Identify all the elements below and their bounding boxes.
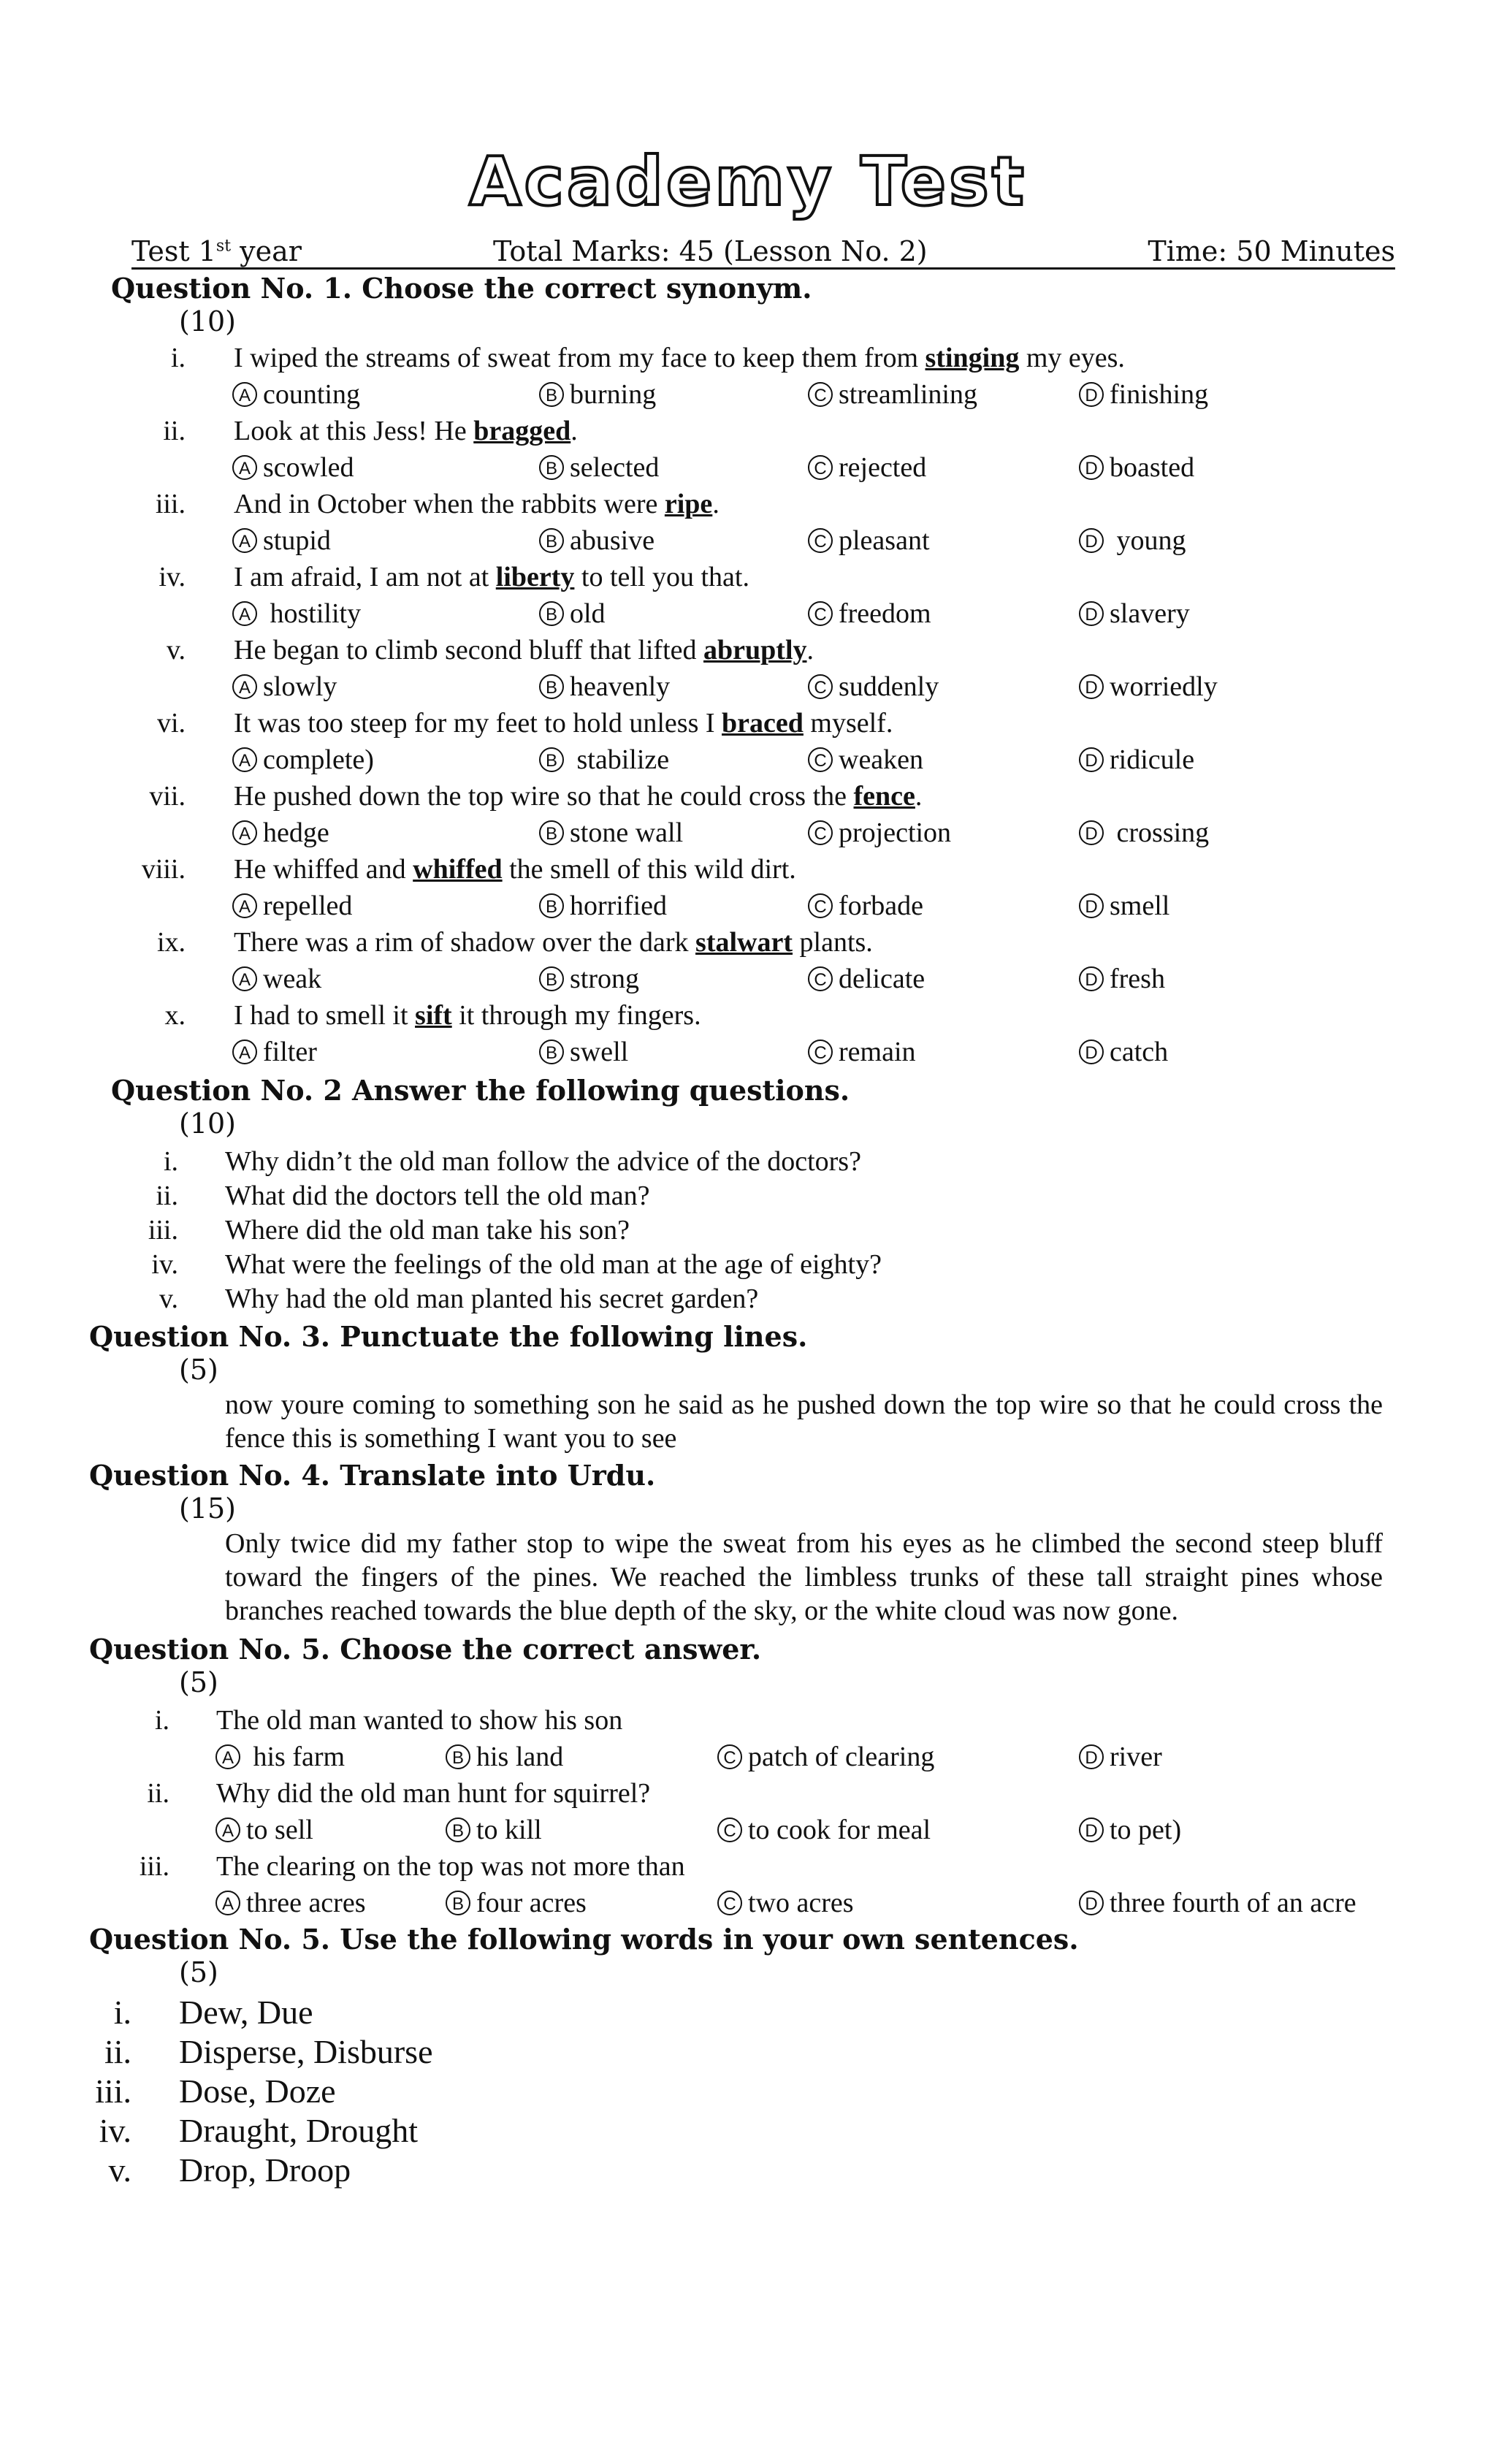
- option-letter-icon: A: [232, 1040, 257, 1064]
- answer-option: [1079, 451, 1194, 484]
- sentence-after: plants.: [793, 927, 873, 958]
- option-letter-icon: C: [808, 747, 833, 772]
- word-pair: Disperse, Disburse: [179, 2033, 433, 2070]
- option-letter-icon: B: [446, 1891, 470, 1915]
- question-text: What were the feelings of the old man at the age of eighty?: [225, 1249, 882, 1280]
- answer-option: [1079, 1887, 1356, 1919]
- answer-option: [232, 598, 361, 630]
- option-letter-icon: A: [232, 601, 257, 626]
- answer-option: [215, 1887, 366, 1919]
- option-letter-icon: A: [232, 820, 257, 845]
- answer-option: [717, 1887, 854, 1919]
- option-letter-icon: D: [1079, 966, 1104, 991]
- item-number: vi.: [156, 708, 186, 739]
- option-text: selected: [570, 452, 660, 483]
- sentence-after: my eyes.: [1019, 343, 1125, 373]
- option-letter-icon: B: [539, 382, 564, 407]
- option-text: counting: [263, 379, 360, 410]
- answer-option: [215, 1741, 345, 1773]
- option-text: three fourth of an acre: [1110, 1888, 1356, 1918]
- answer-option: [232, 525, 331, 557]
- question-text: The clearing on the top was not more than: [216, 1851, 685, 1882]
- answer-option: [1079, 1036, 1168, 1068]
- option-text: young: [1110, 525, 1186, 556]
- option-text: two acres: [748, 1888, 854, 1918]
- sentence-after: .: [915, 781, 923, 812]
- answer-option: [539, 963, 639, 995]
- option-text: strong: [570, 964, 639, 994]
- option-letter-icon: C: [808, 382, 833, 407]
- sentence-after: the smell of this wild dirt.: [502, 854, 796, 885]
- option-letter-icon: C: [808, 1040, 833, 1064]
- q5b-heading: Question No. 5. Use the following words in your own sentences.: [89, 1923, 1079, 1956]
- option-letter-icon: C: [808, 966, 833, 991]
- option-text: crossing: [1110, 817, 1210, 848]
- option-text: boasted: [1110, 452, 1195, 483]
- question-text: What did the doctors tell the old man?: [225, 1180, 650, 1211]
- answer-option: [808, 525, 930, 557]
- option-text: stone wall: [570, 817, 684, 848]
- sentence-after: it through my fingers.: [451, 1000, 701, 1031]
- option-text: slavery: [1110, 598, 1190, 629]
- item-number: i.: [154, 1705, 169, 1736]
- option-text: stabilize: [570, 744, 670, 775]
- option-text: hedge: [263, 817, 329, 848]
- option-letter-icon: B: [539, 893, 564, 918]
- header-class: Test 1st year: [131, 235, 302, 267]
- item-number: v.: [159, 1284, 178, 1314]
- option-text: three acres: [246, 1888, 366, 1918]
- answer-option: [808, 744, 923, 776]
- item-number: v.: [166, 635, 186, 665]
- option-letter-icon: A: [232, 382, 257, 407]
- answer-option: [446, 1741, 563, 1773]
- answer-option: [1079, 378, 1208, 411]
- q2-marks: (10): [179, 1107, 237, 1140]
- question-sentence: [234, 488, 720, 520]
- option-letter-icon: C: [808, 528, 833, 553]
- sentence-after: .: [570, 416, 578, 446]
- answer-option: [232, 451, 354, 484]
- q2-heading: Question No. 2 Answer the following questions.: [111, 1074, 850, 1107]
- option-text: streamlining: [839, 379, 977, 410]
- answer-option: [717, 1814, 931, 1846]
- option-letter-icon: B: [539, 747, 564, 772]
- q4-heading: Question No. 4. Translate into Urdu.: [89, 1459, 656, 1492]
- option-text: river: [1110, 1742, 1162, 1772]
- item-number: iv.: [159, 562, 186, 592]
- answer-option: [539, 744, 669, 776]
- item-number: i.: [113, 1994, 131, 2031]
- word-pair: Dew, Due: [179, 1994, 313, 2031]
- option-letter-icon: D: [1079, 601, 1104, 626]
- q3-marks: (5): [179, 1354, 218, 1386]
- option-text: his farm: [246, 1742, 346, 1772]
- option-letter-icon: D: [1079, 1818, 1104, 1842]
- header-total-marks: Total Marks: 45 (Lesson No. 2): [493, 235, 928, 267]
- item-number: iii.: [148, 1215, 178, 1246]
- option-letter-icon: C: [808, 820, 833, 845]
- answer-option: [1079, 525, 1186, 557]
- keyword-underlined: whiffed: [413, 854, 503, 885]
- answer-option: [717, 1741, 934, 1773]
- answer-option: [539, 817, 683, 849]
- question-sentence: [234, 780, 922, 812]
- test-header: [131, 232, 1395, 270]
- question-text: Where did the old man take his son?: [225, 1215, 630, 1246]
- sentence-before: I wiped the streams of sweat from my face to keep them from: [234, 343, 926, 373]
- option-text: projection: [839, 817, 952, 848]
- answer-option: [808, 1036, 916, 1068]
- sentence-before: I am afraid, I am not at: [234, 562, 496, 592]
- option-letter-icon: A: [215, 1744, 240, 1769]
- answer-option: [232, 890, 352, 922]
- option-letter-icon: D: [1079, 674, 1104, 699]
- option-letter-icon: D: [1079, 528, 1104, 553]
- question-sentence: [234, 707, 893, 739]
- option-letter-icon: D: [1079, 455, 1104, 480]
- sentence-before: And in October when the rabbits were: [234, 489, 665, 519]
- option-letter-icon: C: [808, 601, 833, 626]
- option-letter-icon: A: [232, 966, 257, 991]
- q1-marks: (10): [179, 305, 237, 337]
- sentence-before: Look at this Jess! He: [234, 416, 474, 446]
- answer-option: [539, 525, 654, 557]
- answer-option: [215, 1814, 313, 1846]
- answer-option: [1079, 744, 1194, 776]
- option-text: heavenly: [570, 671, 671, 702]
- answer-option: [808, 890, 923, 922]
- option-letter-icon: A: [215, 1818, 240, 1842]
- sentence-before: I had to smell it: [234, 1000, 416, 1031]
- answer-option: [539, 598, 606, 630]
- sentence-after: myself.: [803, 708, 893, 739]
- option-text: pleasant: [839, 525, 930, 556]
- option-letter-icon: D: [1079, 1040, 1104, 1064]
- answer-option: [539, 451, 659, 484]
- word-pair: Draught, Drought: [179, 2112, 419, 2149]
- option-text: abusive: [570, 525, 655, 556]
- answer-option: [808, 598, 931, 630]
- question-sentence: [234, 415, 578, 447]
- option-text: complete): [263, 744, 374, 775]
- answer-option: [232, 744, 374, 776]
- item-number: x.: [164, 1000, 186, 1031]
- answer-option: [446, 1814, 542, 1846]
- q1-heading: Question No. 1. Choose the correct synonym.: [111, 272, 812, 305]
- question-text: The old man wanted to show his son: [216, 1705, 623, 1736]
- option-letter-icon: C: [717, 1744, 742, 1769]
- option-text: worriedly: [1110, 671, 1218, 702]
- question-sentence: [234, 853, 796, 885]
- sentence-after: .: [806, 635, 814, 665]
- answer-option: [1079, 817, 1209, 849]
- keyword-underlined: fence: [853, 781, 915, 812]
- option-letter-icon: B: [539, 455, 564, 480]
- option-letter-icon: A: [232, 747, 257, 772]
- answer-option: [232, 963, 321, 995]
- option-text: smell: [1110, 890, 1170, 921]
- item-number: ii.: [104, 2033, 131, 2070]
- q5a-heading: Question No. 5. Choose the correct answer.: [89, 1633, 762, 1666]
- sentence-before: He whiffed and: [234, 854, 413, 885]
- option-text: rejected: [839, 452, 927, 483]
- answer-option: [232, 817, 329, 849]
- answer-option: [808, 963, 925, 995]
- q3-heading: Question No. 3. Punctuate the following lines.: [89, 1320, 808, 1353]
- option-letter-icon: D: [1079, 747, 1104, 772]
- option-letter-icon: B: [539, 674, 564, 699]
- option-letter-icon: D: [1079, 893, 1104, 918]
- question-text: Why didn’t the old man follow the advice of the doctors?: [225, 1146, 861, 1177]
- option-letter-icon: C: [808, 455, 833, 480]
- option-letter-icon: B: [539, 528, 564, 553]
- option-letter-icon: C: [717, 1891, 742, 1915]
- answer-option: [1079, 598, 1190, 630]
- option-text: slowly: [263, 671, 337, 702]
- option-text: hostility: [263, 598, 362, 629]
- option-letter-icon: A: [215, 1891, 240, 1915]
- answer-option: [808, 671, 939, 703]
- answer-option: [539, 671, 670, 703]
- sentence-before: He pushed down the top wire so that he could cross the: [234, 781, 854, 812]
- answer-option: [808, 817, 951, 849]
- answer-option: [232, 1036, 317, 1068]
- sentence-before: He began to climb second bluff that lifted: [234, 635, 704, 665]
- option-letter-icon: D: [1079, 1891, 1104, 1915]
- option-text: ridicule: [1110, 744, 1195, 775]
- sentence-after: to tell you that.: [574, 562, 749, 592]
- item-number: iii.: [95, 2072, 131, 2110]
- option-letter-icon: C: [808, 893, 833, 918]
- answer-option: [539, 890, 667, 922]
- item-number: ii.: [156, 1180, 178, 1211]
- sentence-after: .: [712, 489, 720, 519]
- option-text: weak: [263, 964, 322, 994]
- item-number: v.: [108, 2151, 131, 2189]
- answer-option: [232, 378, 360, 411]
- answer-option: [1079, 890, 1169, 922]
- option-letter-icon: C: [808, 674, 833, 699]
- question-text: Why had the old man planted his secret garden?: [225, 1284, 759, 1314]
- question-text: Why did the old man hunt for squirrel?: [216, 1778, 651, 1809]
- option-text: forbade: [839, 890, 924, 921]
- option-text: remain: [839, 1037, 916, 1067]
- option-text: to kill: [476, 1815, 542, 1845]
- keyword-underlined: ripe: [664, 489, 713, 519]
- item-number: ii.: [147, 1778, 169, 1809]
- item-number: iii.: [139, 1851, 169, 1882]
- answer-option: [1079, 963, 1165, 995]
- option-text: stupid: [263, 525, 331, 556]
- option-text: horrified: [570, 890, 667, 921]
- keyword-underlined: stalwart: [695, 927, 793, 958]
- option-letter-icon: B: [539, 966, 564, 991]
- option-text: repelled: [263, 890, 353, 921]
- option-letter-icon: D: [1079, 382, 1104, 407]
- option-letter-icon: B: [539, 601, 564, 626]
- option-text: catch: [1110, 1037, 1169, 1067]
- option-text: weaken: [839, 744, 924, 775]
- option-text: his land: [476, 1742, 564, 1772]
- keyword-underlined: sift: [415, 1000, 452, 1031]
- option-text: patch of clearing: [748, 1742, 935, 1772]
- option-text: swell: [570, 1037, 629, 1067]
- option-text: suddenly: [839, 671, 939, 702]
- answer-option: [808, 451, 926, 484]
- option-text: freedom: [839, 598, 931, 629]
- option-text: to pet): [1110, 1815, 1182, 1845]
- item-number: ii.: [163, 416, 186, 446]
- item-number: viii.: [141, 854, 186, 885]
- answer-option: [232, 671, 337, 703]
- item-number: i.: [163, 1146, 178, 1177]
- question-sentence: [234, 999, 701, 1031]
- question-sentence: [234, 342, 1125, 374]
- option-text: to sell: [246, 1815, 313, 1845]
- keyword-underlined: bragged: [473, 416, 571, 446]
- option-text: filter: [263, 1037, 317, 1067]
- option-text: delicate: [839, 964, 926, 994]
- answer-option: [1079, 1814, 1181, 1846]
- option-letter-icon: B: [539, 1040, 564, 1064]
- option-text: scowled: [263, 452, 354, 483]
- option-text: burning: [570, 379, 657, 410]
- answer-option: [1079, 1741, 1162, 1773]
- option-letter-icon: B: [446, 1818, 470, 1842]
- question-sentence: [234, 634, 814, 666]
- item-number: iii.: [155, 489, 186, 519]
- word-pair: Drop, Droop: [179, 2151, 351, 2189]
- option-letter-icon: D: [1079, 1744, 1104, 1769]
- option-letter-icon: A: [232, 674, 257, 699]
- answer-option: [808, 378, 977, 411]
- item-number: vii.: [149, 781, 186, 812]
- page-title: Academy Test: [469, 142, 1027, 221]
- answer-option: [539, 378, 656, 411]
- option-letter-icon: A: [232, 893, 257, 918]
- q3-text: now youre coming to something son he said as he pushed down the top wire so that he could cross the fence this is something I want you to see: [225, 1389, 1383, 1454]
- question-sentence: [234, 926, 873, 958]
- keyword-underlined: braced: [722, 708, 804, 739]
- q5b-marks: (5): [179, 1956, 218, 1988]
- keyword-underlined: liberty: [495, 562, 575, 592]
- sentence-before: It was too steep for my feet to hold unless I: [234, 708, 722, 739]
- keyword-underlined: abruptly: [703, 635, 807, 665]
- item-number: ix.: [156, 927, 186, 958]
- sentence-before: There was a rim of shadow over the dark: [234, 927, 696, 958]
- option-text: old: [570, 598, 606, 629]
- q4-text: Only twice did my father stop to wipe the sweat from his eyes as he climbed the second steep bluff toward the fingers of the pines. We reached the limbless trunks of these tall straight pines whose branches reached towards the blue depth of the sky, or the white cloud was now gone.: [225, 1528, 1383, 1626]
- item-number: iv.: [99, 2112, 131, 2149]
- option-text: fresh: [1110, 964, 1165, 994]
- option-text: to cook for meal: [748, 1815, 931, 1845]
- q5a-marks: (5): [179, 1666, 218, 1698]
- header-time: Time: 50 Minutes: [1148, 235, 1395, 267]
- q4-marks: (15): [179, 1492, 237, 1525]
- answer-option: [539, 1036, 628, 1068]
- option-text: finishing: [1110, 379, 1209, 410]
- answer-option: [446, 1887, 587, 1919]
- option-letter-icon: A: [232, 455, 257, 480]
- word-pair: Dose, Doze: [179, 2072, 336, 2110]
- question-sentence: [234, 561, 749, 593]
- option-letter-icon: A: [232, 528, 257, 553]
- option-letter-icon: C: [717, 1818, 742, 1842]
- option-text: four acres: [476, 1888, 587, 1918]
- answer-option: [1079, 671, 1218, 703]
- item-number: i.: [170, 343, 186, 373]
- option-letter-icon: D: [1079, 820, 1104, 845]
- option-letter-icon: B: [539, 820, 564, 845]
- keyword-underlined: stinging: [925, 343, 1020, 373]
- item-number: iv.: [151, 1249, 178, 1280]
- option-letter-icon: B: [446, 1744, 470, 1769]
